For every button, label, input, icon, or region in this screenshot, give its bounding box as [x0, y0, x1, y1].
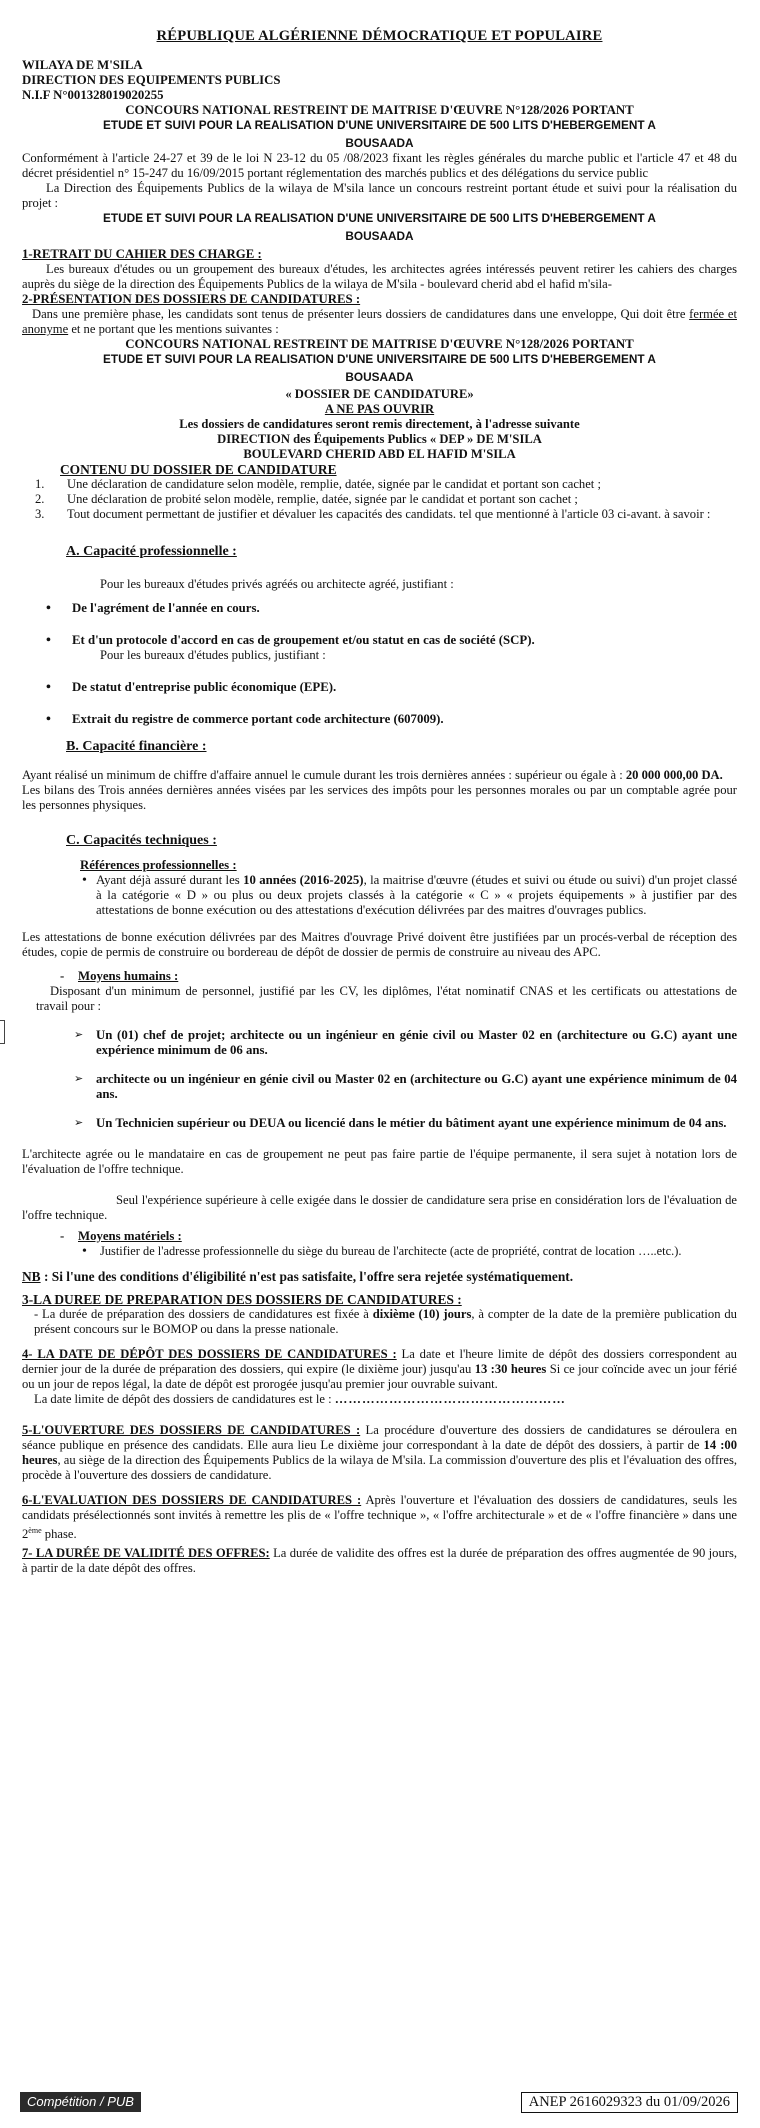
eligibility-note: NB : Si l'une des conditions d'éligibilité n'est pas satisfaite, l'offre sera rejetée systématiquement.	[22, 1269, 574, 1284]
section-3-text: - La durée de préparation des dossiers de candidatures est fixée à dixième (10) jours, à compter de la date de la première publication du présent concours sur le BOMOP ou dans la presse nationale.	[34, 1307, 737, 1336]
contenu-title: CONTENU DU DOSSIER DE CANDIDATURE	[60, 462, 337, 477]
footer	[20, 2092, 738, 2114]
capacity-b-balance: Les bilans des Trois années dernières années visées par les services des impôts pour les personnes morales ou par un comptable agrée pour les personnes physiques.	[22, 783, 737, 812]
section-5: 5-L'OUVERTURE DES DOSSIERS DE CANDIDATURES : La procédure d'ouverture des dossiers de candidatures se déroulera en séance publique en présence des candidats. Elle aura lieu Le dixième jour correspondant à la date de dépôt des dossiers, à partir de 14 :00 heures, au siège de la direction des Équipements Publics de la wilaya de M'sila. La commission d'ouverture des plis et l'évaluation des offres, procède à l'ouverture des dossiers de candidature.	[22, 1423, 737, 1482]
section-5-title: 5-L'OUVERTURE DES DOSSIERS DE CANDIDATURES :	[22, 1423, 361, 1437]
capacity-a-item: • De statut d'entreprise public économique (EPE).	[22, 680, 737, 695]
material-resources-title: - Moyens matériels :	[60, 1229, 182, 1243]
private-attestation: Les attestations de bonne exécution délivrées par des Maitres d'ouvrage Privé doivent être justifiées par un procés-verbal de réception des études, copie de permis de construire ou bordereau de dépôt de dossier de permis de construire au niveau des APC.	[22, 930, 737, 959]
section-1-text: Les bureaux d'études ou un groupement des bureaux d'études, les architectes agrées intéressés peuvent retirer les cahiers des charges auprès du siège de la direction des Équipements Publics de la wilaya de M'sila - boulevard cherid abd el hafid m'sila-	[22, 262, 737, 291]
concours-line-2: ETUDE ET SUIVI POUR LA REALISATION D'UNE UNIVERSITAIRE DE 500 LITS D'HEBERGEMENT A	[103, 118, 656, 132]
envelope-line-2: ETUDE ET SUIVI POUR LA REALISATION D'UNE UNIVERSITAIRE DE 500 LITS D'HEBERGEMENT A	[103, 352, 656, 366]
concours-heading	[22, 103, 737, 151]
capacity-a-intro-2: Pour les bureaux d'études publics, justifiant :	[100, 648, 326, 662]
submission-notice: Les dossiers de candidatures seront remis directement, à l'adresse suivante	[179, 417, 580, 431]
anep-reference: ANEP 2616029323 du 01/09/2026	[521, 2092, 738, 2113]
section-6: 6-L'EVALUATION DES DOSSIERS DE CANDIDATURES : Après l'ouverture et l'évaluation des dossiers de candidatures, seuls les candidats présélectionnés sont invités à remettre les plis de « l'offre technique », « l'offre architecturale » et de « l'offre financière » dans une 2ème phase.	[22, 1493, 737, 1542]
intro-paragraph: La Direction des Équipements Publics de la wilaya de M'sila lance un concours restreint portant étude et suivi pour la réalisation du projet :	[22, 181, 737, 210]
issuer-block	[22, 58, 737, 103]
references-title: Références professionnelles :	[80, 858, 237, 872]
section-1-title: 1-RETRAIT DU CAHIER DES CHARGE :	[22, 247, 262, 261]
capacity-a-intro: Pour les bureaux d'études privés agréés ou architecte agréé, justifiant :	[100, 577, 454, 591]
section-3-title: 3-LA DUREE DE PREPARATION DES DOSSIERS DE CANDIDATURES :	[22, 1292, 462, 1307]
experience-note: Seul l'expérience supérieure à celle exigée dans le dossier de candidature sera prise en considération lors de l'évaluation de l'offre technique.	[22, 1193, 737, 1222]
project-line-1: ETUDE ET SUIVI POUR LA REALISATION D'UNE UNIVERSITAIRE DE 500 LITS D'HEBERGEMENT A	[103, 211, 656, 225]
section-4-title: 4- LA DATE DE DÉPÔT DES DOSSIERS DE CANDIDATURES :	[22, 1347, 397, 1361]
staff-requirement: ➢ Un Technicien supérieur ou DEUA ou licencié dans le métier du bâtiment ayant une expérience minimum de 04 ans.	[22, 1116, 737, 1131]
submission-address-2: BOULEVARD CHERID ABD EL HAFID M'SILA	[243, 447, 516, 461]
sealed-anonymous: fermée et anonyme	[22, 307, 737, 336]
envelope-line-3: BOUSAADA	[345, 370, 414, 384]
staff-requirement: ➢ architecte ou un ingénieur en génie civil ou Master 02 en (architecture ou G.C) ayant une expérience minimum de 04 ans.	[22, 1072, 737, 1102]
legal-reference: Conformément à l'article 24-27 et 39 de le loi N 23-12 du 05 /08/2023 fixant les règles générales du marche public et l'article 47 et 48 du décret présidentiel n° 15-247 du 16/09/2015 portant réglementation des marchés publics et des délégations du service public	[22, 151, 737, 180]
section-2-title: 2-PRÉSENTATION DES DOSSIERS DE CANDIDATURES :	[22, 292, 361, 306]
direction: DIRECTION DES EQUIPEMENTS PUBLICS	[22, 73, 281, 87]
tender-notice	[22, 28, 737, 1576]
dossier-label: « DOSSIER DE CANDIDATURE»	[285, 387, 474, 401]
section-2-text: Dans une première phase, les candidats sont tenus de présenter leurs dossiers de candidatures dans une enveloppe, Qui doit être fermée et anonyme et ne portant que les mentions suivantes :	[22, 307, 737, 336]
contenu-list	[22, 477, 737, 522]
project-line-2: BOUSAADA	[345, 229, 414, 243]
references-item: • Ayant déjà assuré durant les 10 années (2016-2025), la maitrise d'œuvre (études et suivi ou étude ou suivi) d'un projet classé à la catégorie « D » ou plus ou deux projets classés à la catégorie « C » « projets équipements » à justifier par des attestations de bonne exécution ou des attestations d'exécution délivrées par des maitres d'ouvrages publics.	[22, 873, 737, 918]
staff-requirement: ➢ Un (01) chef de projet; architecte ou un ingénieur en génie civil ou Master 02 en (architecture ou G.C) ayant une expérience minimum de 06 ans.	[22, 1028, 737, 1058]
section-7: 7- LA DURÉE DE VALIDITÉ DES OFFRES: La durée de validite des offres est la durée de préparation des offres augmentée de 90 jours, à partir de la date dépôt des offres.	[22, 1546, 737, 1576]
list-item: 1. Une déclaration de candidature selon modèle, remplie, datée, signée par le candidat et portant son cachet ;	[35, 477, 601, 491]
scan-edge-mark	[0, 1020, 5, 1044]
section-6-title: 6-L'EVALUATION DES DOSSIERS DE CANDIDATURES :	[22, 1493, 362, 1507]
human-resources-text: Disposant d'un minimum de personnel, justifié par les CV, les diplômes, l'état nominatif CNAS et les certificats ou attestations de travail pour :	[36, 984, 737, 1013]
capacity-a-item: • Et d'un protocole d'accord en cas de groupement et/ou statut en cas de société (SCP).	[22, 633, 737, 648]
section-7-title: 7- LA DURÉE DE VALIDITÉ DES OFFRES:	[22, 1546, 270, 1561]
capacity-a-item: • De l'agrément de l'année en cours.	[22, 601, 737, 616]
submission-address-1: DIRECTION des Équipements Publics « DEP » DE M'SILA	[217, 432, 542, 446]
republic-title: RÉPUBLIQUE ALGÉRIENNE DÉMOCRATIQUE ET POPULAIRE	[156, 28, 603, 44]
capacity-c-title: C. Capacités techniques :	[66, 833, 217, 848]
wilaya: WILAYA DE M'SILA	[22, 58, 143, 72]
list-item: 2. Une déclaration de probité selon modèle, remplie, datée, signée par le candidat et portant son cachet ;	[35, 492, 578, 506]
concours-line-3: BOUSAADA	[345, 136, 414, 150]
section-4: 4- LA DATE DE DÉPÔT DES DOSSIERS DE CANDIDATURES : La date et l'heure limite de dépôt des dossiers correspondent au dernier jour de la durée de préparation des dossiers, qui expire (le dixième jour) jusqu'au 13 :30 heures Si ce jour coïncide avec un jour férié ou un jour de repos légal, la date de dépôt est prorogée jusqu'au premier jour ouvrable suivant.	[22, 1347, 738, 1391]
category-badge: Compétition / PUB	[20, 2092, 141, 2112]
architect-note: L'architecte agrée ou le mandataire en cas de groupement ne peut pas faire partie de l'équipe permanente, il sera sujet à notation lors de l'évaluation de l'offre technique.	[22, 1147, 737, 1176]
capacity-a-item: • Extrait du registre de commerce portant code architecture (607009).	[22, 712, 737, 727]
turnover-amount: 20 000 000,00 DA.	[625, 768, 723, 782]
capacity-a-title: A. Capacité professionnelle :	[66, 544, 237, 559]
envelope-line-1: CONCOURS NATIONAL RESTREINT DE MAITRISE D'ŒUVRE N°128/2026 PORTANT	[125, 337, 634, 351]
concours-line-1: CONCOURS NATIONAL RESTREINT DE MAITRISE D'ŒUVRE N°128/2026 PORTANT	[125, 103, 634, 117]
deposit-deadline: La date limite de dépôt des dossiers de candidatures est le : ……………………………………………	[34, 1392, 566, 1406]
human-resources-title: - Moyens humains :	[60, 969, 179, 983]
material-resources-item: • Justifier de l'adresse professionnelle du siège du bureau de l'architecte (acte de propriété, contrat de location …..etc.).	[22, 1244, 737, 1259]
capacity-b-text: Ayant réalisé un minimum de chiffre d'affaire annuel le cumule durant les trois dernières années : supérieur ou égale à : 20 000 000,00 DA.	[22, 768, 723, 782]
capacity-b-title: B. Capacité financière :	[66, 739, 207, 754]
nif: N.I.F N°001328019020255	[22, 88, 164, 102]
do-not-open: A NE PAS OUVRIR	[324, 402, 435, 416]
list-item: 3. Tout document permettant de justifier et dévaluer les capacités des candidats. tel que mentionné à l'article 03 ci-avant. à savoir :	[35, 507, 711, 521]
